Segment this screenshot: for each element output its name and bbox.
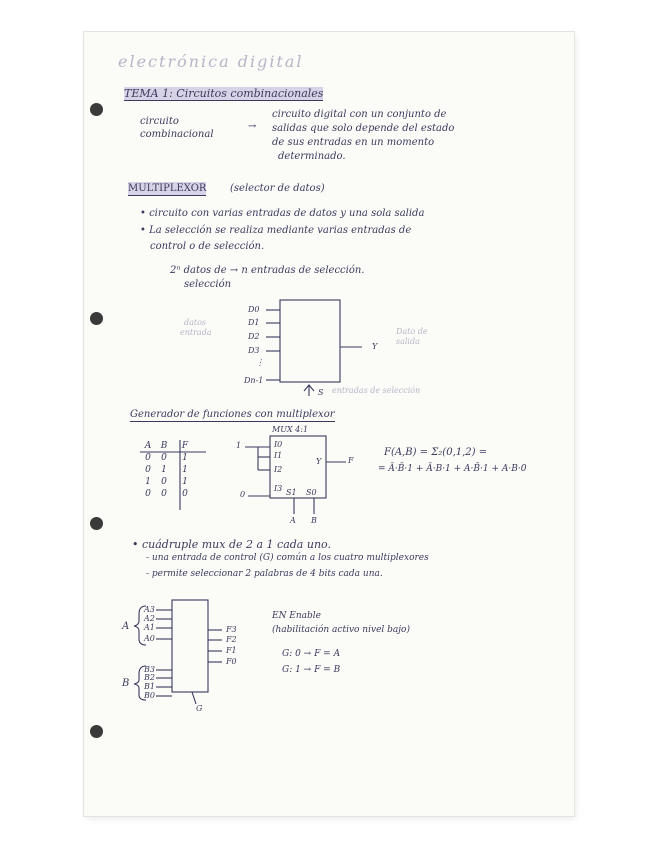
quad-note-enable: EN Enable bbox=[272, 611, 322, 621]
table-row bbox=[140, 476, 198, 488]
definition-line-2: salidas que solo depende del estado bbox=[272, 123, 455, 134]
quad-input-a3: A3 bbox=[144, 605, 155, 614]
mux-input-d1: D1 bbox=[248, 318, 260, 327]
table-cell: 1 bbox=[145, 477, 151, 487]
mux41-pin-y: Y bbox=[316, 457, 322, 466]
quad-control-g: G bbox=[196, 704, 203, 713]
mux41-pin-i0: I0 bbox=[274, 440, 283, 449]
table-cell: 1 bbox=[182, 477, 188, 487]
mux-input-d0: D0 bbox=[248, 305, 260, 314]
multiplexor-formula: 2ⁿ datos de → n entradas de selección. bbox=[170, 265, 365, 276]
mux-input-dn1: Dn-1 bbox=[244, 376, 264, 385]
quad-output-f1: F1 bbox=[226, 646, 237, 655]
mux-select-s: S bbox=[318, 388, 324, 397]
mux41-pin-i3: I3 bbox=[274, 484, 283, 493]
table-cell: 0 bbox=[182, 489, 188, 499]
mux41-select-a: A bbox=[290, 516, 296, 525]
definition-term-1: circuito bbox=[140, 116, 179, 127]
mux-block bbox=[280, 300, 340, 382]
quad-input-b1: B1 bbox=[144, 682, 155, 691]
mux-output-y: Y bbox=[372, 342, 378, 351]
mux-left-label-1: datos bbox=[184, 318, 207, 327]
mux41-pin-s1: S1 bbox=[286, 488, 297, 497]
truth-table-header bbox=[140, 440, 198, 452]
mux41-pin-i1: I1 bbox=[274, 451, 283, 460]
mux-input-ellipsis: ⋮ bbox=[256, 358, 264, 367]
table-cell: 0 bbox=[161, 453, 167, 463]
function-equation-1: F(A,B) = Σ₂(0,1,2) = bbox=[384, 447, 488, 458]
function-equation-2: = Ā·B̄·1 + Ā·B·1 + A·B̄·1 + A·B·0 bbox=[378, 464, 527, 474]
mux-left-label-2: entrada bbox=[180, 328, 212, 337]
table-cell: 0 bbox=[145, 489, 151, 499]
mux-input-d3: D3 bbox=[248, 346, 260, 355]
multiplexor-bullet-3: control o de selección. bbox=[150, 241, 265, 252]
definition-term-2: combinacional bbox=[140, 129, 214, 140]
definition-line-3: de sus entradas en un momento bbox=[272, 137, 435, 148]
mux41-label: MUX 4:1 bbox=[272, 425, 309, 434]
quad-group-a: A bbox=[122, 621, 130, 632]
table-cell: 0 bbox=[145, 465, 151, 475]
quad-output-f3: F3 bbox=[226, 625, 237, 634]
table-cell: 1 bbox=[161, 465, 167, 475]
multiplexor-bullet-2: • La selección se realiza mediante varias entradas de bbox=[140, 225, 412, 236]
mux41-input-value-1: 1 bbox=[236, 441, 242, 450]
truth-table-header-b: B bbox=[160, 441, 168, 451]
mux41-pin-i2: I2 bbox=[274, 465, 283, 474]
quad-input-b2: B2 bbox=[144, 673, 155, 682]
quad-input-a2: A2 bbox=[144, 614, 155, 623]
quad-line-2: - permite seleccionar 2 palabras de 4 bits cada una. bbox=[146, 569, 383, 579]
tema-heading: TEMA 1: Circuitos combinacionales bbox=[124, 87, 324, 100]
definition-arrow: → bbox=[248, 121, 257, 132]
quad-heading: • cuádruple mux de 2 a 1 cada uno. bbox=[132, 538, 331, 551]
quad-line-1: - una entrada de control (G) común a los cuatro multiplexores bbox=[146, 553, 429, 563]
multiplexor-formula-cont: selección bbox=[184, 279, 232, 290]
mux41-select-b: B bbox=[311, 516, 317, 525]
quad-input-a1: A1 bbox=[144, 623, 155, 632]
quad-note-g0: G: 0 → F = A bbox=[282, 649, 341, 659]
table-cell: 1 bbox=[182, 465, 188, 475]
table-cell: 0 bbox=[161, 489, 167, 499]
truth-table-header-a: A bbox=[144, 441, 152, 451]
quad-input-b3: B3 bbox=[144, 665, 155, 674]
mux41-input-value-0: 0 bbox=[240, 490, 246, 499]
mux-select-label: entradas de selección bbox=[332, 386, 421, 395]
truth-table bbox=[140, 440, 198, 500]
quad-output-f2: F2 bbox=[226, 635, 237, 644]
mux-right-label-1: Dato de bbox=[396, 327, 428, 336]
mux-right-label-2: salida bbox=[396, 337, 420, 346]
quad-wire-g bbox=[192, 692, 196, 704]
table-cell: 0 bbox=[161, 477, 167, 487]
multiplexor-heading: MULTIPLEXOR bbox=[128, 183, 207, 194]
mux-input-d2: D2 bbox=[248, 332, 260, 341]
table-cell: 1 bbox=[182, 453, 188, 463]
multiplexor-bullet-1: • circuito con varias entradas de datos y una sola salida bbox=[140, 208, 425, 219]
table-row bbox=[140, 464, 198, 476]
truth-table-header-f: F bbox=[181, 441, 189, 451]
table-cell: 0 bbox=[145, 453, 151, 463]
quad-input-a0: A0 bbox=[144, 634, 155, 643]
generator-heading: Generador de funciones con multiplexor bbox=[130, 409, 335, 420]
quad-input-b0: B0 bbox=[144, 691, 155, 700]
quad-output-f0: F0 bbox=[226, 657, 237, 666]
mux41-pin-s0: S0 bbox=[306, 488, 317, 497]
select-arrow-icon bbox=[304, 385, 314, 396]
definition-line-4: determinado. bbox=[278, 151, 346, 162]
quad-note-g1: G: 1 → F = B bbox=[282, 665, 341, 675]
quad-note-active-low: (habilitación activo nivel bajo) bbox=[272, 625, 410, 635]
definition-line-1: circuito digital con un conjunto de bbox=[272, 109, 447, 120]
quad-group-b: B bbox=[122, 678, 130, 689]
table-row bbox=[140, 488, 198, 500]
table-row bbox=[140, 452, 198, 464]
quad-mux-block bbox=[172, 600, 208, 692]
mux41-output-f: F bbox=[348, 456, 354, 465]
page-title: electrónica digital bbox=[118, 52, 304, 71]
multiplexor-subheading: (selector de datos) bbox=[230, 183, 325, 194]
